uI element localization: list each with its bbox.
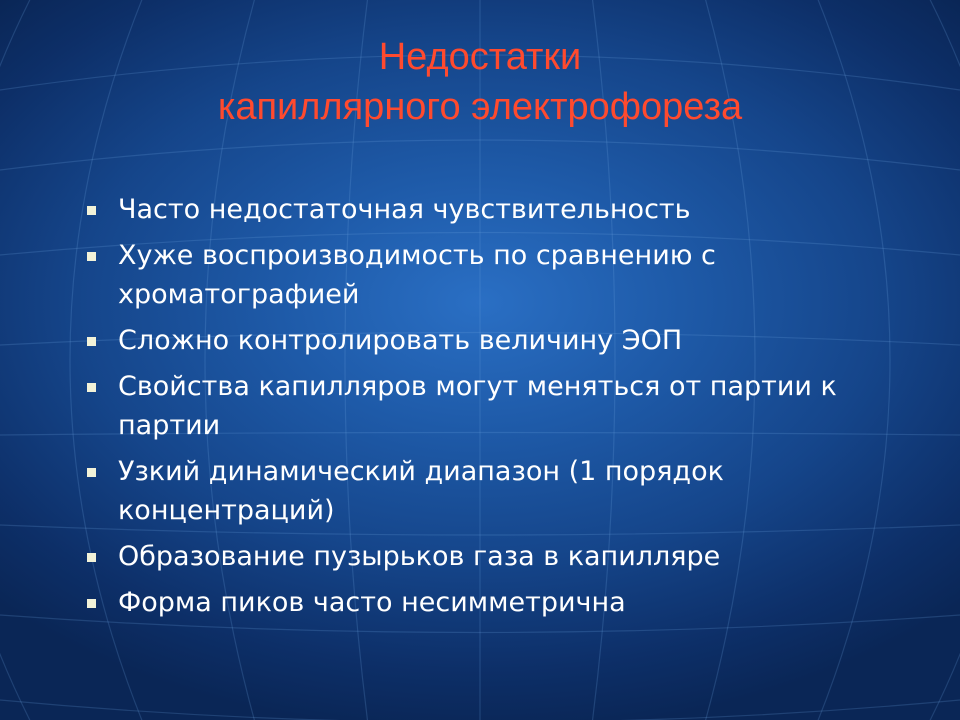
bullet-text: Хуже воспроизводимость по сравнению с хроматографией [118, 240, 716, 310]
square-bullet-icon [87, 553, 96, 562]
square-bullet-icon [87, 383, 96, 392]
square-bullet-icon [87, 337, 96, 346]
square-bullet-icon [87, 206, 96, 215]
square-bullet-icon [87, 599, 96, 608]
slide-title [0, 32, 960, 132]
slide-title-line-2: капиллярного электрофореза [217, 86, 743, 128]
slide-title-line-1: Недостатки [378, 36, 582, 78]
bullet-text: Образование пузырьков газа в капилляре [118, 541, 721, 572]
square-bullet-icon [87, 468, 96, 477]
bullet-item [80, 190, 880, 229]
bullet-text: Сложно контролировать величину ЭОП [118, 325, 683, 356]
bullet-item [80, 321, 880, 360]
bullet-item [80, 537, 880, 576]
bullet-item [80, 583, 880, 622]
bullet-text: Свойства капилляров могут меняться от партии к партии [118, 371, 837, 441]
bullet-item [80, 367, 880, 445]
bullet-list [80, 190, 880, 629]
bullet-text: Форма пиков часто несимметрична [118, 587, 626, 618]
bullet-item [80, 452, 880, 530]
square-bullet-icon [87, 252, 96, 261]
bullet-text: Часто недостаточная чувствительность [118, 194, 691, 225]
bullet-text: Узкий динамический диапазон (1 порядок концентраций) [118, 456, 724, 526]
bullet-item [80, 236, 880, 314]
